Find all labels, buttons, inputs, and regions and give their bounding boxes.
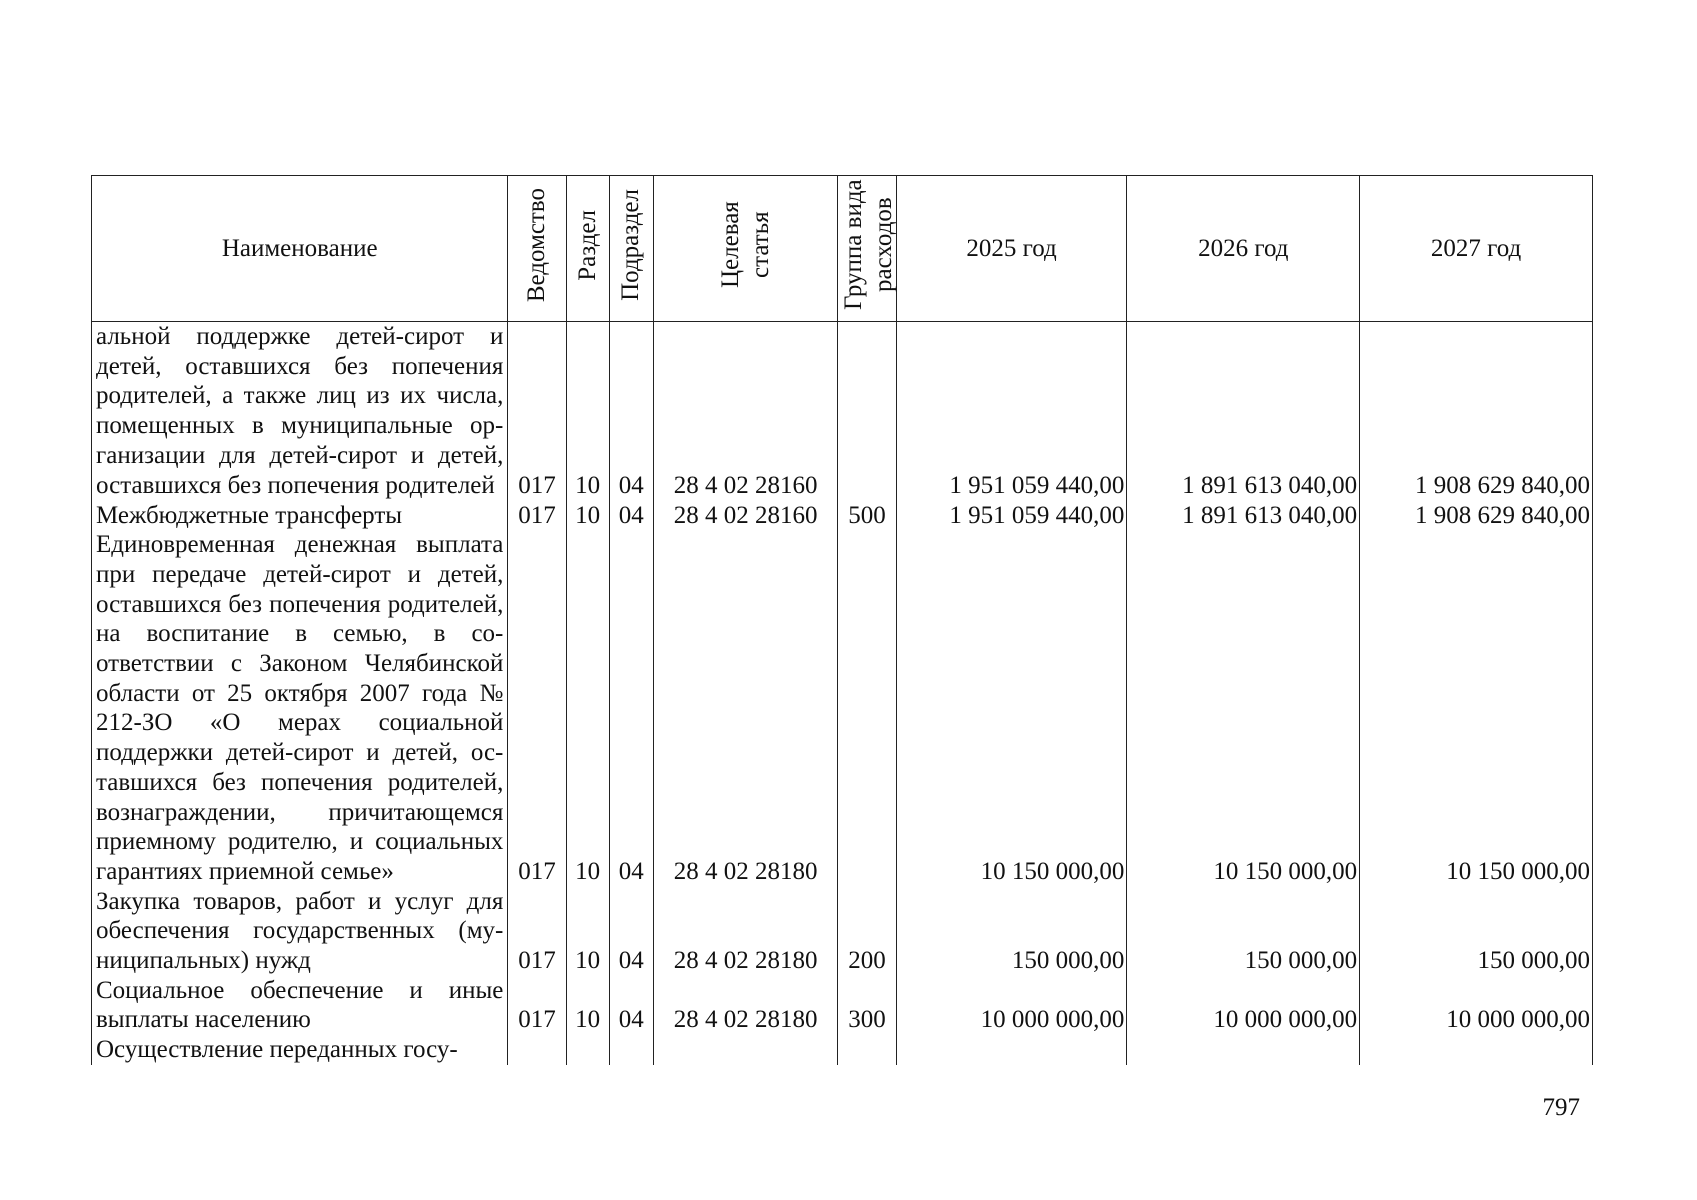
row-amount-2025: 10 000 000,00: [896, 976, 1127, 1035]
row-amount-2025: 1 951 059 440,00: [896, 500, 1127, 530]
row-section: 10: [566, 887, 609, 976]
row-subsection: 04: [609, 976, 653, 1035]
table-row: [92, 887, 1593, 976]
row-expense-group: 500: [838, 500, 896, 530]
row-name: Осуществление переданных госу-: [92, 1035, 508, 1065]
row-department: 017: [508, 887, 566, 976]
row-target-article: 28 4 02 28180: [653, 530, 838, 886]
row-department: [508, 1035, 566, 1065]
row-name: Закупка товаров, работ и услуг для обеспечения государственных (муниципальных) нужд: [92, 887, 508, 976]
row-amount-2027: 10 000 000,00: [1360, 976, 1593, 1035]
row-expense-group: 200: [838, 887, 896, 976]
table-row: [92, 1035, 1593, 1065]
row-amount-2026: [1127, 1035, 1360, 1065]
header-name: Наименование: [92, 176, 508, 322]
row-target-article: 28 4 02 28160: [653, 322, 838, 501]
page-number: 797: [1542, 1094, 1580, 1121]
row-department: 017: [508, 530, 566, 886]
row-amount-2027: [1360, 1035, 1593, 1065]
row-section: [566, 1035, 609, 1065]
header-expense-group: Группа вида расходов: [838, 176, 896, 322]
row-section: 10: [566, 976, 609, 1035]
row-amount-2026: 1 891 613 040,00: [1127, 500, 1360, 530]
header-section: Раздел: [566, 176, 609, 322]
row-section: 10: [566, 530, 609, 886]
row-name: Единовременная денежная выплата при передаче детей-сирот и детей, оставшихся без попечения родителей, на воспитание в семью, в соответствии с Законом Челябинской области от 25 октября 2007 года № 212-ЗО «О мерах социальной поддержки детей-сирот и детей, оставшихся без попечения родителей, вознаграждении, причитающемся приемному родителю, и социальных гарантиях приемной семье»: [92, 530, 508, 886]
row-subsection: 04: [609, 500, 653, 530]
header-year-2026: 2026 год: [1127, 176, 1360, 322]
row-section: 10: [566, 500, 609, 530]
header-department: Ведомство: [508, 176, 566, 322]
row-target-article: 28 4 02 28160: [653, 500, 838, 530]
row-name: Социальное обеспечение и иные выплаты населению: [92, 976, 508, 1035]
row-amount-2026: 1 891 613 040,00: [1127, 322, 1360, 501]
row-section: 10: [566, 322, 609, 501]
header-year-2027: 2027 год: [1360, 176, 1593, 322]
table-header: [92, 176, 1593, 322]
row-expense-group: [838, 1035, 896, 1065]
table-body: [92, 322, 1593, 1066]
row-amount-2025: [896, 1035, 1127, 1065]
row-amount-2027: 1 908 629 840,00: [1360, 500, 1593, 530]
row-amount-2025: 10 150 000,00: [896, 530, 1127, 886]
table-row: [92, 530, 1593, 886]
header-year-2025: 2025 год: [896, 176, 1127, 322]
row-amount-2025: 150 000,00: [896, 887, 1127, 976]
header-target-article: Целевая статья: [653, 176, 838, 322]
row-name: Межбюджетные трансферты: [92, 500, 508, 530]
row-amount-2027: 150 000,00: [1360, 887, 1593, 976]
row-expense-group: [838, 322, 896, 501]
row-name: альной поддержке детей-сирот и детей, оставшихся без попечения родителей, а также лиц из их числа, помещенных в муниципальные организации для детей-сирот и детей, оставшихся без попечения родителей: [92, 322, 508, 501]
header-subsection: Подраздел: [609, 176, 653, 322]
table-row: [92, 500, 1593, 530]
row-target-article: [653, 1035, 838, 1065]
header-row: [92, 176, 1593, 322]
row-subsection: 04: [609, 887, 653, 976]
row-target-article: 28 4 02 28180: [653, 976, 838, 1035]
row-subsection: [609, 1035, 653, 1065]
row-amount-2026: 10 150 000,00: [1127, 530, 1360, 886]
row-subsection: 04: [609, 530, 653, 886]
budget-table: [91, 175, 1593, 1065]
row-expense-group: 300: [838, 976, 896, 1035]
table-row: [92, 322, 1593, 501]
row-amount-2026: 150 000,00: [1127, 887, 1360, 976]
row-amount-2027: 1 908 629 840,00: [1360, 322, 1593, 501]
row-amount-2026: 10 000 000,00: [1127, 976, 1360, 1035]
table-row: [92, 976, 1593, 1035]
row-subsection: 04: [609, 322, 653, 501]
row-department: 017: [508, 976, 566, 1035]
row-amount-2025: 1 951 059 440,00: [896, 322, 1127, 501]
row-department: 017: [508, 500, 566, 530]
row-department: 017: [508, 322, 566, 501]
row-target-article: 28 4 02 28180: [653, 887, 838, 976]
row-amount-2027: 10 150 000,00: [1360, 530, 1593, 886]
row-expense-group: [838, 530, 896, 886]
